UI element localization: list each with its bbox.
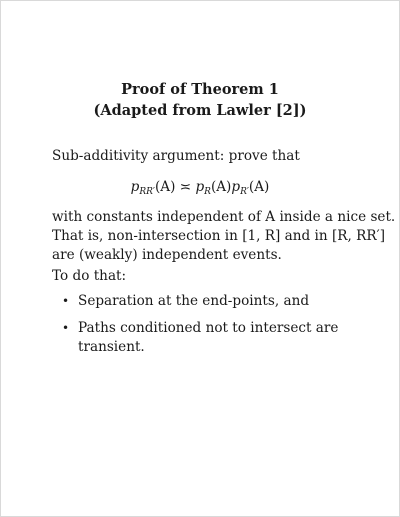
- bullet-1-marker: •: [62, 294, 70, 308]
- intro-text: Sub-additivity argument: prove that: [52, 148, 300, 164]
- formula-lhs-sub: RR′: [139, 187, 155, 197]
- formula: [1, 177, 399, 202]
- formula-rhs2-sub: R′: [240, 187, 249, 197]
- bullet-1-text: Separation at the end-points, and: [78, 293, 310, 309]
- body-line-3: are (weakly) independent events.: [52, 247, 282, 263]
- bullet-2-marker: •: [62, 321, 70, 335]
- todo-text: To do that:: [52, 268, 127, 284]
- bullet-2-text-line-2: transient.: [78, 339, 145, 355]
- formula-rhs1-sub: R: [204, 187, 211, 197]
- body-line-1: with constants independent of A inside a nice set.: [52, 209, 396, 225]
- formula-lhs-base: p: [130, 179, 140, 195]
- formula-rhs2-arg: (A): [248, 179, 270, 195]
- slide-title-line-1: Proof of Theorem 1: [121, 81, 279, 98]
- body-line-2: That is, non-intersection in [1, R] and in [R, RR′]: [52, 228, 386, 244]
- formula-relation: ≍: [179, 179, 192, 195]
- slide-title-line-2: (Adapted from Lawler [2]): [93, 102, 307, 119]
- bullet-2-text-line-1: Paths conditioned not to intersect are: [78, 320, 339, 336]
- formula-rhs2-base: p: [231, 179, 241, 195]
- formula-rhs1-base: p: [195, 179, 205, 195]
- formula-rhs1-arg: (A): [210, 179, 232, 195]
- formula-lhs-arg: (A): [154, 179, 176, 195]
